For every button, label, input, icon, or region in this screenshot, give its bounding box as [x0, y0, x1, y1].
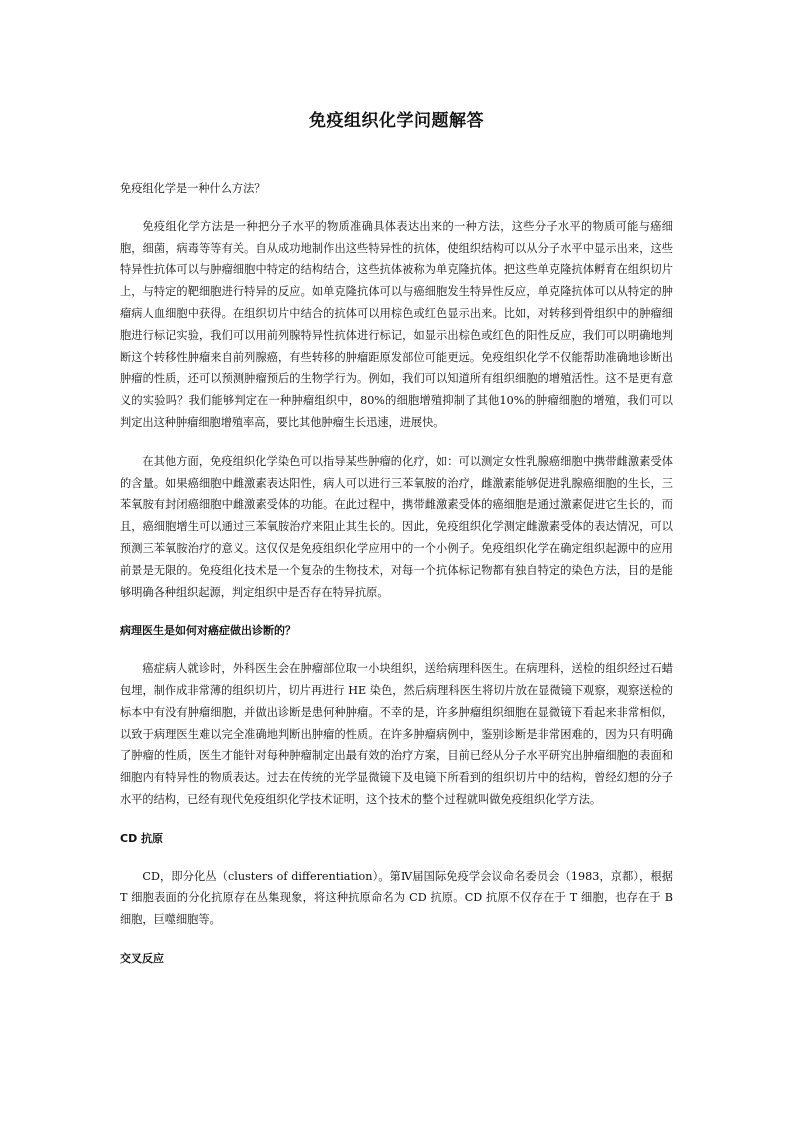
document-title: 免疫组织化学问题解答 — [309, 111, 484, 131]
document-body — [120, 178, 673, 986]
paragraph-chemotherapy: 在其他方面，免疫组织化学染色可以指导某些肿瘤的化疗，如：可以测定女性乳腺癌细胞中携带雌激素受体的含量。如果癌细胞中雌激素表达阳性，病人可以进行三苯氧胺的治疗，雌激素能够促进乳腺癌细胞的生长，三苯氧胺有封闭癌细胞中雌激素受体的功能。在此过程中，携带雌激素受体的癌细胞是通过激素促进它生长的，而且，癌细胞增生可以通过三苯氧胺治疗来阻止其生长的。因此，免疫组织化学测定雌激素受体的表达情况，可以预测三苯氧胺治疗的意义。这仅仅是免疫组织化学应用中的一个小例子。免疫组织化学在确定组织起源中的应用前景是无限的。免疫组化技术是一个复杂的生物技术，对每一个抗体标记物都有独自特定的染色方法，目的是能够明确各种组织起源，判定组织中是否存在特异抗原。 — [120, 454, 673, 599]
section-heading-cd-antigen: CD 抗原 — [120, 831, 164, 845]
section-heading-diagnosis: 病理医生是如何对癌症做出诊断的？ — [120, 624, 296, 638]
paragraph-cd-antigen: CD，即分化丛（clusters of differentiation）。第Ⅳ届国际免疫学会议命名委员会（1983，京都），根据 T 细胞表面的分化抗原存在丛集现象，将这种抗原命名为 CD 抗原。CD 抗原不仅存在于 T 细胞，也存在于 B 细胞，巨噬细胞等。 — [120, 869, 673, 927]
section-heading-cross-reaction: 交叉反应 — [120, 951, 164, 965]
intro-question: 免疫组化学是一种什么方法？ — [120, 182, 266, 195]
paragraph-diagnosis: 癌症病人就诊时，外科医生会在肿瘤部位取一小块组织，送给病理科医生。在病理科，送检的组织经过石蜡包埋，制作成非常薄的组织切片，切片再进行 HE 染色，然后病理科医生将切片放在显微镜下观察，观察送检的标本中有没有肿瘤细胞，并做出诊断是患何种肿瘤。不幸的是，许多肿瘤组织细胞在显微镜下看起来非常相似，以致于病理医生难以完全准确地判断出肿瘤的性质。在许多肿瘤病例中，鉴别诊断是非常困难的，因为只有明确了肿瘤的性质，医生才能针对每种肿瘤制定出最有效的治疗方案，目前已经从分子水平研究出肿瘤细胞的表面和细胞内有特异性的物质表达。过去在传统的光学显微镜下及电镜下所看到的组织切片中的结构，曾经幻想的分子水平的结构，已经有现代免疫组织化学技术证明，这个技术的整个过程就叫做免疫组织化学方法。 — [120, 662, 673, 806]
paragraph-method: 免疫组化学方法是一种把分子水平的物质准确具体表达出来的一种方法，这些分子水平的物质可能与癌细胞，细菌，病毒等等有关。自从成功地制作出这些特异性的抗体，使组织结构可以从分子水平中显示出来，这些特异性抗体可以与肿瘤细胞中特定的结构结合，这些抗体被称为单克隆抗体。把这些单克隆抗体孵育在组织切片上，与特定的靶细胞进行特异的反应。如单克隆抗体可以与癌细胞发生特异性反应，单克隆抗体可以从特定的肿瘤病人血细胞中获得。在组织切片中结合的抗体可以用棕色或红色显示出来。比如，对转移到骨组织中的肿瘤细胞进行标记实验，我们可以用前列腺特异性抗体进行标记，如显示出棕色或红色的阳性反应，我们可以明确地判断这个转移性肿瘤来自前列腺癌，有些转移的肿瘤距原发部位可能更远。免疫组织化学不仅能帮助准确地诊断出肿瘤的性质，还可以预测肿瘤预后的生物学行为。例如，我们可以知道所有组织细胞的增殖活性。这不是更有意义的实验吗？我们能够判定在一种肿瘤组织中，80%的细胞增殖抑制了其他10%的肿瘤细胞的增殖，我们可以判定出这种肿瘤细胞增殖率高，要比其他肿瘤生长迅速，进展快。 — [120, 219, 673, 429]
